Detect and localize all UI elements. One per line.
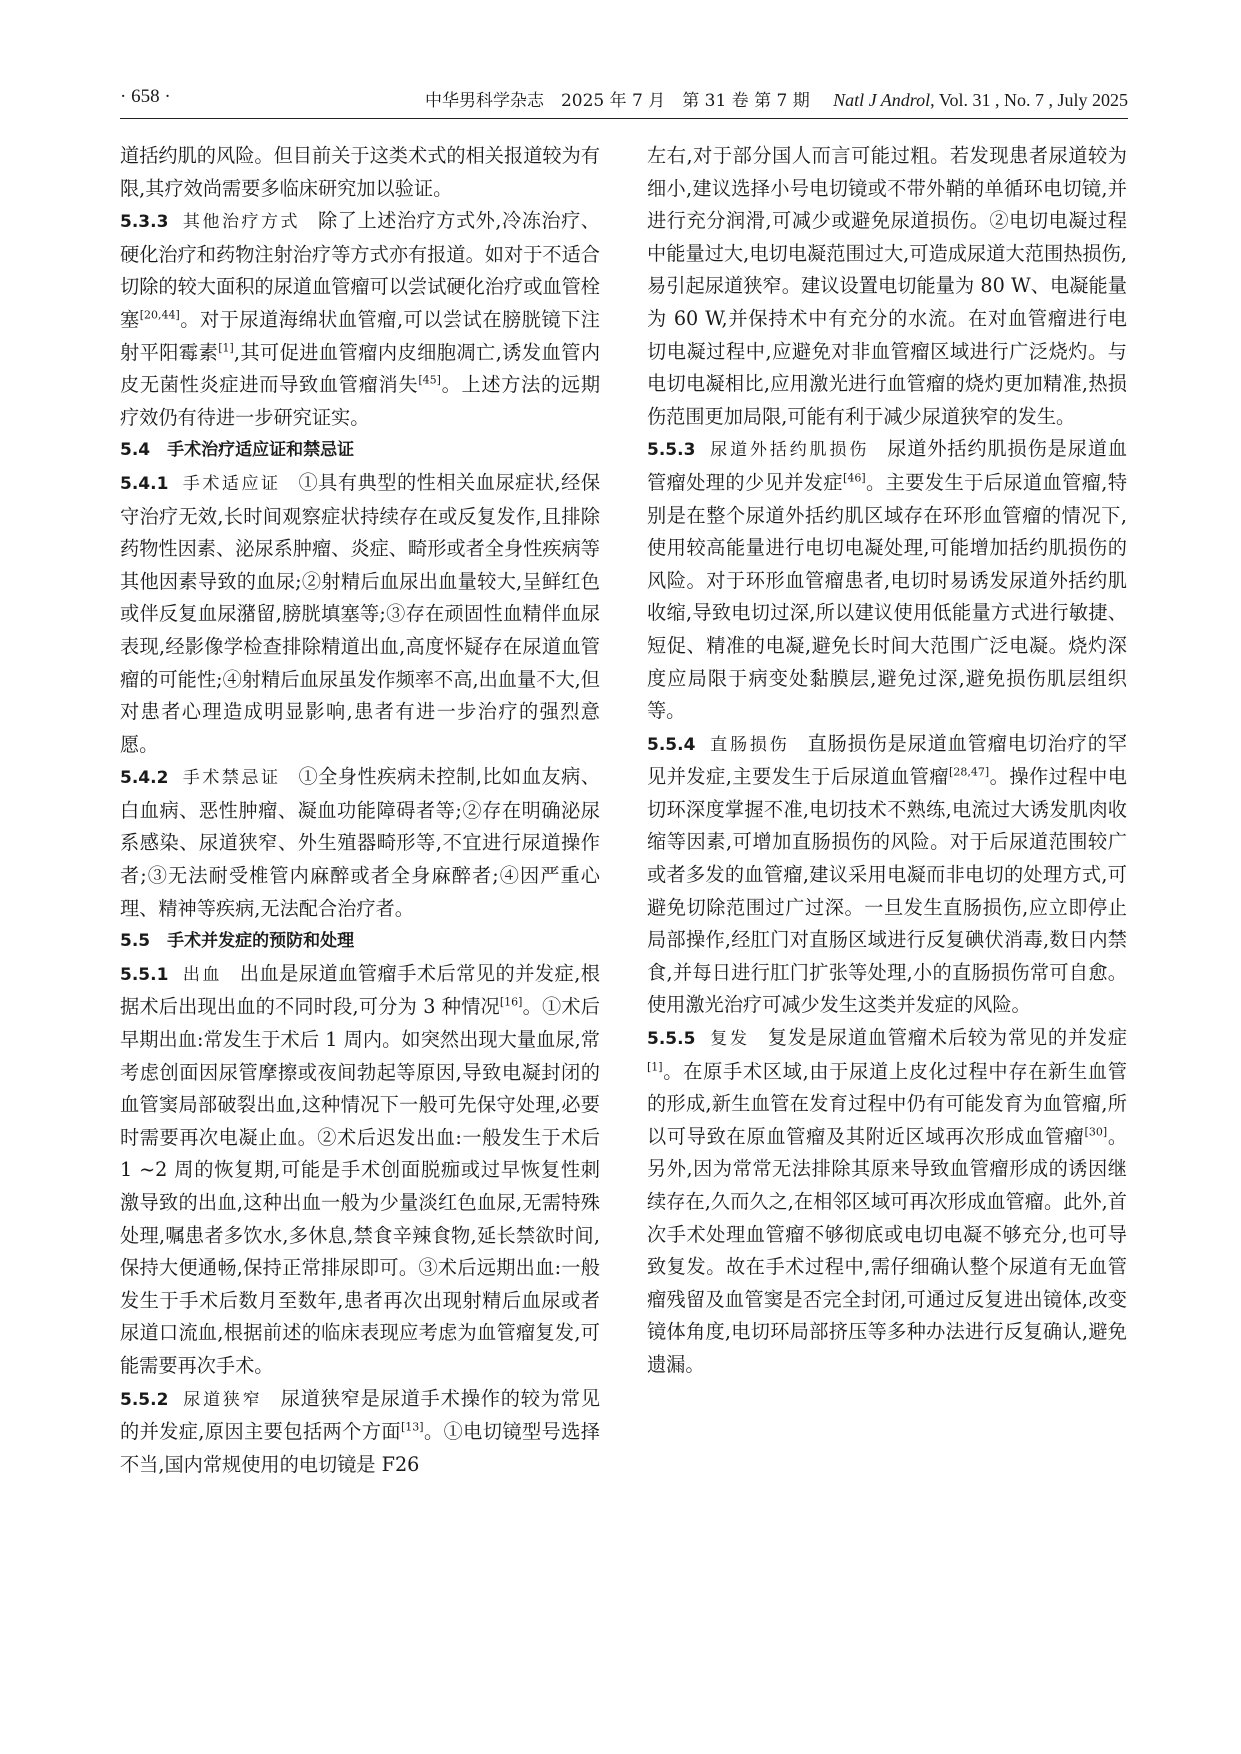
journal-en-issue: , Vol. 31 , No. 7 , July 2025: [930, 90, 1128, 110]
paragraph-text: 直肠损伤是尿道血管瘤电切治疗的罕见并发症,主要发生于后尿道血管瘤: [647, 731, 1128, 789]
citation: [16]: [499, 996, 523, 1010]
citation: [1]: [647, 1060, 663, 1074]
section-title: 手术适应证: [182, 473, 281, 494]
paragraph-text: 左右,对于部分国人而言可能过粗。若发现患者尿道较为细小,建议选择小号电切镜或不带外鞘的单循环电切镜,并进行充分润滑,可减少或避免尿道损伤。②电切电凝过程中能量过大,电切电凝范围过大,可造成尿道大范围热损伤,易引起尿道狭窄。建议设置电切能量为 80 W、电凝能量为 60 W,并保持术中有充分的水流。在对血管瘤进行电切电凝过程中,应避免对非血管瘤区域进行广泛烧灼。与电切电凝相比,应用激光进行血管瘤的烧灼更加精准,热损伤范围更加局限,可能有利于减少尿道狭窄的发生。: [647, 144, 1127, 428]
citation: [20,44]: [139, 308, 180, 322]
section-5-4-heading: 5.4 手术治疗适应证和禁忌证: [120, 440, 355, 461]
section-5-5-1: [120, 958, 600, 1383]
paragraph-text: 。主要发生于后尿道血管瘤,特别是在整个尿道外括约肌区域存在环形血管瘤的情况下,使用较高能量进行电切电凝处理,可能增加括约肌损伤的风险。对于环形血管瘤患者,电切时易诱发尿道外括约肌收缩,导致电切过深,所以建议使用低能量方式进行敏捷、短促、精准的电凝,避免长时间大范围广泛电凝。烧灼深度应局限于病变处黏膜层,避免过深,避免损伤肌层组织等。: [647, 470, 1128, 723]
section-number: 5.5.2: [120, 1389, 169, 1410]
right-column: [647, 140, 1127, 1382]
citation: [45]: [418, 373, 441, 387]
section-title: 手术禁忌证: [182, 768, 281, 789]
section-5-3-3: [120, 205, 600, 434]
paragraph-text: ①具有典型的性相关血尿症状,经保守治疗无效,长时间观察症状持续存在或反复发作,且排除药物性因素、泌尿系肿瘤、炎症、畸形或者全身性疾病等其他因素导致的血尿;②射精后血尿出血量较大,呈鲜红色或伴反复血尿潴留,膀胱填塞等;③存在顽固性血精伴血尿表现,经影像学检查排除精道出血,高度怀疑存在尿道血管瘤的可能性;④射精后血尿虽发作频率不高,出血量不大,但对患者心理造成明显影响,患者有进一步治疗的强烈意愿。: [120, 470, 601, 756]
paragraph-text: 。①术后早期出血:常发生于术后 1 周内。如突然出现大量血尿,常考虑创面因尿管摩擦或夜间勃起等原因,导致电凝封闭的血管窦局部破裂出血,这种情况下一般可先保守处理,必要时需要再次电凝止血。②术后迟发出血:一般发生于术后 1 ~2 周的恢复期,可能是手术创面脱痂或过早恢复性刺激导致的出血,这种出血一般为少量淡红色血尿,无需特殊处理,嘱患者多饮水,多休息,禁食辛辣食物,延长禁欲时间,保持大便通畅,保持正常排尿即可。③术后远期出血:一般发生于手术后数月至数年,患者再次出现射精后血尿或者尿道口流血,根据前述的临床表现应考虑为血管瘤复发,可能需要再次手术。: [120, 995, 600, 1377]
citation: [46]: [843, 471, 866, 485]
section-5-5-3: [647, 433, 1127, 727]
citation: [13]: [400, 1420, 424, 1434]
section-title: 出血: [182, 964, 222, 985]
paragraph-text: 道括约肌的风险。但目前关于这类术式的相关报道较为有限,其疗效尚需要多临床研究加以验证。: [120, 144, 600, 200]
section-5-5-heading: 5.5 手术并发症的预防和处理: [120, 931, 355, 952]
paragraph: [120, 140, 600, 205]
section-title: 尿道狭窄: [182, 1389, 263, 1410]
section-title: 尿道外括约肌损伤: [709, 440, 870, 461]
section-title: 直肠损伤: [709, 734, 790, 755]
paragraph-text: 。另外,因为常常无法排除其原来导致血管瘤形成的诱因继续存在,久而久之,在相邻区域可再次形成血管瘤。此外,首次手术处理血管瘤不够彻底或电切电凝不够充分,也可导致复发。故在手术过程中,需仔细确认整个尿道有无血管瘤残留及血管窦是否完全封闭,可通过反复进出镜体,改变镜体角度,电切环局部挤压等多种办法进行反复确认,避免遗漏。: [647, 1124, 1128, 1376]
paragraph-text: 尿道狭窄是尿道手术操作的较为常见的并发症,原因主要包括两个方面: [120, 1386, 601, 1444]
paragraph-text: 。上述方法的远期疗效仍有待进一步研究证实。: [120, 373, 601, 429]
section-5-5-5: [647, 1022, 1127, 1382]
section-number: 5.5.1: [120, 964, 169, 985]
section-title: 复发: [709, 1029, 750, 1050]
paragraph-text: 。对于尿道海绵状血管瘤,可以尝试在膀胱镜下注射平阳霉素: [120, 307, 600, 364]
section-5-5-2: [120, 1383, 600, 1482]
paragraph-text: 。在原手术区域,由于尿道上皮化过程中存在新生血管的形成,新生血管在发育过程中仍有可能发育为血管瘤,所以可导致在原血管瘤及其附近区域再次形成血管瘤: [647, 1059, 1127, 1148]
paragraph-text: 。①电切镜型号选择不当,国内常规使用的电切镜是 F26: [120, 1420, 600, 1476]
section-5-4-1: [120, 467, 600, 761]
section-number: 5.5.4: [647, 734, 696, 755]
paragraph-text: 出血是尿道血管瘤手术后常见的并发症,根据术后出现出血的不同时段,可分为 3 种情况: [120, 961, 600, 1019]
paragraph-text: ,其可促进血管瘤内皮细胞凋亡,诱发血管内皮无菌性炎症进而导致血管瘤消失: [120, 340, 601, 397]
header-rule: [120, 118, 1128, 119]
section-title: 其他治疗方式: [182, 212, 301, 233]
journal-cn: 中华男科学杂志 2025 年 7 月 第 31 卷 第 7 期: [424, 91, 810, 111]
section-number: 5.4.1: [120, 473, 169, 494]
journal-en-abbrev: Natl J Androl: [833, 90, 931, 110]
paragraph: [647, 140, 1127, 433]
paragraph-text: 复发是尿道血管瘤术后较为常见的并发症: [767, 1026, 1128, 1050]
citation: [30]: [1084, 1125, 1108, 1139]
section-5-5-4: [647, 728, 1127, 1022]
left-column: [120, 140, 600, 1481]
section-number: 5.3.3: [120, 212, 169, 233]
section-5-4-2: [120, 761, 600, 925]
citation: [1]: [218, 341, 234, 355]
citation: [28,47]: [949, 765, 990, 779]
page-header: [120, 86, 1128, 126]
paragraph-text: 尿道外括约肌损伤是尿道血管瘤处理的少见并发症: [647, 437, 1128, 494]
paragraph-text: 。操作过程中电切环深度掌握不准,电切技术不熟练,电流过大诱发肌肉收缩等因素,可增加直肠损伤的风险。对于后尿道范围较广或者多发的血管瘤,建议采用电凝而非电切的处理方式,可避免切除范围过广过深。一旦发生直肠损伤,应立即停止局部操作,经肛门对直肠区域进行反复碘伏消毒,数日内禁食,并每日进行肛门扩张等处理,小的直肠损伤常可自愈。使用激光治疗可减少发生这类并发症的风险。: [647, 765, 1127, 1017]
page-number: · 658 ·: [120, 86, 171, 107]
section-number: 5.5.3: [647, 440, 696, 461]
section-number: 5.5.5: [647, 1029, 696, 1050]
paragraph-text: ①全身性疾病未控制,比如血友病、白血病、恶性肿瘤、凝血功能障碍者等;②存在明确泌尿系感染、尿道狭窄、外生殖器畸形等,不宜进行尿道操作者;③无法耐受椎管内麻醉或者全身麻醉者;④因严重心理、精神等疾病,无法配合治疗者。: [120, 765, 601, 920]
section-number: 5.4.2: [120, 768, 169, 789]
journal-en: [815, 90, 1128, 110]
paragraph-text: 除了上述治疗方式外,冷冻治疗、硬化治疗和药物注射治疗等方式亦有报道。如对于不适合切除的较大面积的尿道血管瘤可以尝试硬化治疗或血管栓塞: [120, 209, 600, 331]
running-header: [425, 86, 1128, 112]
